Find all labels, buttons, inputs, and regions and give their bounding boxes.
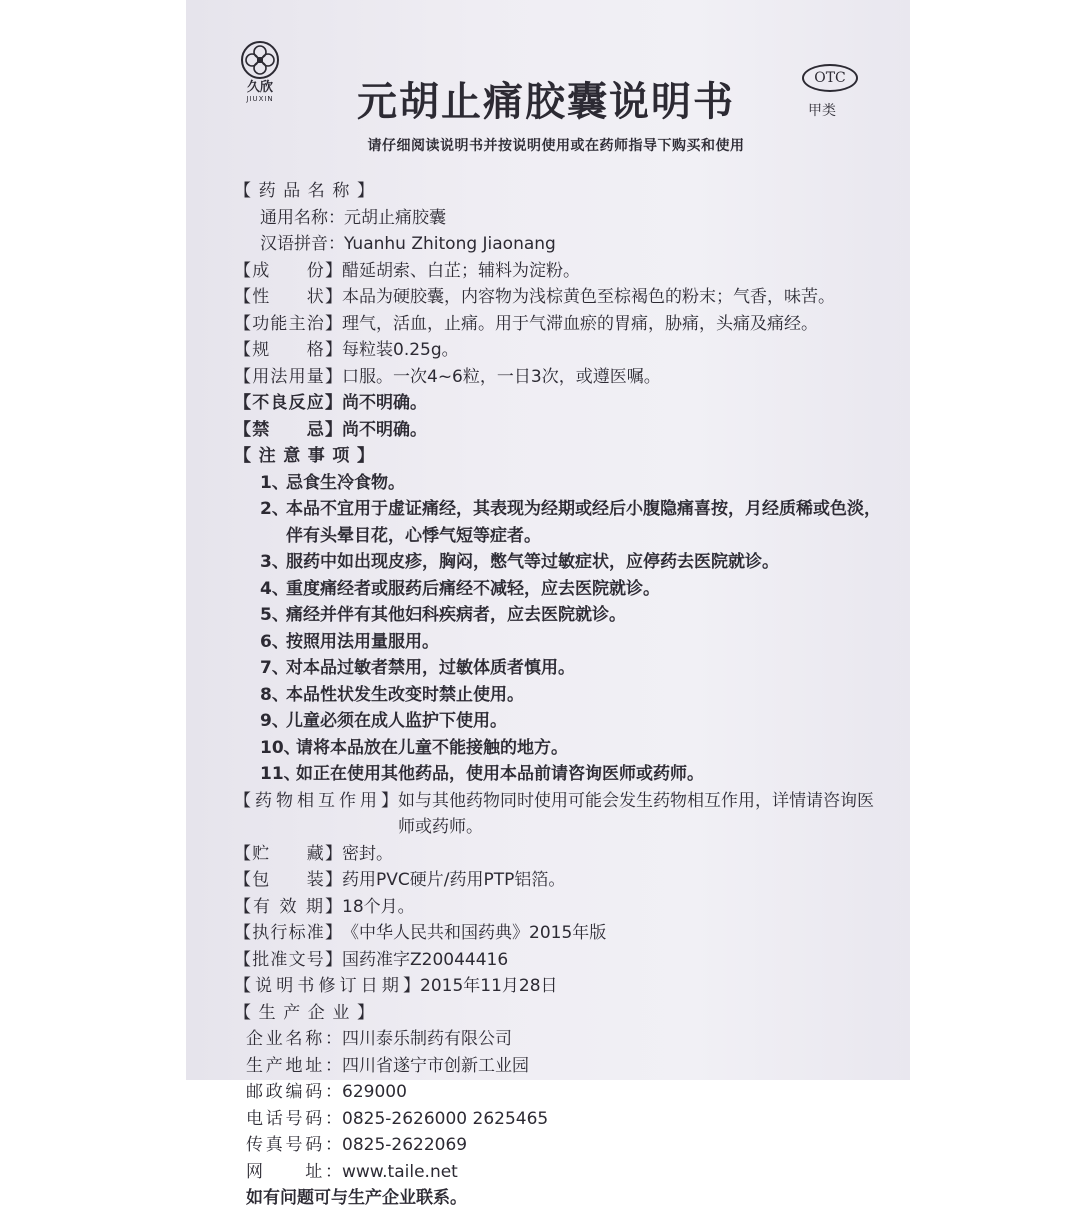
item-number: 9、: [260, 711, 289, 731]
section-approval: [234, 947, 884, 974]
item-text: 如正在使用其他药品，使用本品前请咨询医师或药师。: [296, 764, 704, 784]
manufacturer-fax: 0825-2622069: [342, 1135, 468, 1155]
common-name-row: [234, 205, 884, 232]
item-text: 痛经并伴有其他妇科疾病者，应去医院就诊。: [286, 605, 626, 625]
manufacturer-postcode-row: [234, 1079, 884, 1106]
validity-value: 18个月。: [342, 896, 415, 917]
section-label: 【成 份】: [234, 260, 342, 281]
brand-name-en: JIUXIN: [246, 95, 274, 103]
section-validity: [234, 894, 884, 921]
item-text: 按照用法用量服用。: [286, 631, 439, 652]
section-label: 【药物相互作用】: [234, 790, 398, 811]
section-label: 【禁 忌】: [234, 419, 342, 440]
item-number: 6、: [260, 631, 289, 652]
section-label: 【用法用量】: [234, 366, 342, 387]
item-text: 重度痛经者或服药后痛经不减轻，应去医院就诊。: [286, 578, 660, 599]
manufacturer-name-row: [234, 1026, 884, 1053]
section-revision-date: [234, 973, 884, 1000]
section-indications: [234, 311, 884, 338]
section-specification: [234, 337, 884, 364]
section-contraindications: [234, 417, 884, 444]
manufacturer-address-row: [234, 1053, 884, 1080]
section-label: 【性 状】: [234, 287, 342, 307]
flower-logo-icon: [240, 40, 280, 80]
field-label: 传真号码：: [246, 1135, 342, 1155]
section-storage: [234, 841, 884, 868]
item-text: 儿童必须在成人监护下使用。: [286, 711, 507, 731]
storage-value: 密封。: [342, 843, 393, 864]
section-label: 【批准文号】: [234, 949, 342, 970]
precaution-item: [234, 708, 884, 735]
field-label: 企业名称：: [246, 1029, 342, 1049]
item-text: 服药中如出现皮疹，胸闷，憋气等过敏症状，应停药去医院就诊。: [286, 552, 779, 572]
brand-logo: [232, 40, 288, 104]
indications-value: 理气，活血，止痛。用于气滞血瘀的胃痛，胁痛，头痛及痛经。: [342, 313, 818, 334]
standard-value: 《中华人民共和国药典》2015年版: [342, 923, 607, 943]
dosage-value: 口服。一次4~6粒，一日3次，或遵医嘱。: [342, 366, 661, 387]
item-number: 3、: [260, 552, 289, 572]
field-label: 电话号码：: [246, 1108, 342, 1129]
section-manufacturer: [234, 1000, 884, 1027]
specification-value: 每粒装0.25g。: [342, 340, 459, 360]
item-number: 10、: [260, 737, 301, 758]
section-description: [234, 284, 884, 311]
section-drug-name: [234, 178, 884, 205]
section-label: 【注意事项】: [234, 446, 374, 466]
section-label: 【有 效 期】: [234, 896, 342, 917]
field-label: 汉语拼音：: [260, 234, 345, 254]
description-value: 本品为硬胶囊，内容物为浅棕黄色至棕褐色的粉末；气香，味苦。: [342, 287, 835, 307]
precaution-item: [234, 735, 884, 762]
precaution-item: [234, 682, 884, 709]
item-text: 本品不宜用于虚证痛经，其表现为经期或经后小腹隐痛喜按，月经质稀或色淡，伴有头晕目花，心悸气短等症者。: [286, 499, 881, 546]
revision-value: 2015年11月28日: [420, 976, 558, 996]
field-label: 通用名称：: [260, 207, 345, 228]
leaflet-sheet: [186, 0, 910, 1208]
precaution-item: [234, 655, 884, 682]
adverse-value: 尚不明确。: [342, 393, 427, 413]
section-label: 【不良反应】: [234, 393, 342, 413]
contact-note: 如有问题可与生产企业联系。: [246, 1188, 467, 1208]
manufacturer-phone: 0825-2626000 2625465: [342, 1108, 549, 1129]
field-label: 生产地址：: [246, 1055, 342, 1076]
approval-value: 国药准字Z20044416: [342, 949, 509, 970]
package-value: 药用PVC硬片/药用PTP铝箔。: [342, 870, 566, 890]
reading-notice: 请仔细阅读说明书并按说明使用或在药师指导下购买和使用: [367, 138, 745, 154]
section-label: 【贮 藏】: [234, 843, 342, 864]
ingredients-value: 醋延胡索、白芷；辅料为淀粉。: [342, 260, 580, 281]
section-label: 【执行标准】: [234, 923, 342, 943]
pinyin-value: Yuanhu Zhitong Jiaonang: [344, 234, 556, 254]
item-number: 1、: [260, 472, 289, 493]
otc-badge: OTC: [802, 64, 858, 92]
manufacturer-website-row: [234, 1159, 884, 1186]
section-label: 【说明书修订日期】: [234, 976, 420, 996]
leaflet-content: [234, 178, 884, 1212]
item-number: 2、: [260, 499, 289, 519]
manufacturer-fax-row: [234, 1132, 884, 1159]
item-number: 8、: [260, 684, 289, 705]
manufacturer-postcode: 629000: [342, 1082, 407, 1102]
section-label: 【生产企业】: [234, 1002, 374, 1023]
common-name-value: 元胡止痛胶囊: [344, 207, 446, 228]
precaution-item: [234, 549, 884, 576]
item-number: 5、: [260, 605, 289, 625]
manufacturer-website: www.taile.net: [342, 1161, 458, 1182]
item-text: 请将本品放在儿童不能接触的地方。: [296, 737, 568, 758]
precaution-item: [234, 576, 884, 603]
precaution-item: [234, 629, 884, 656]
section-dosage: [234, 364, 884, 391]
section-label: 【规 格】: [234, 340, 342, 360]
pinyin-row: [234, 231, 884, 258]
section-label: 【药品名称】: [234, 181, 374, 201]
section-label: 【包 装】: [234, 870, 342, 890]
section-ingredients: [234, 258, 884, 285]
item-number: 4、: [260, 578, 289, 599]
section-interactions: [234, 788, 884, 841]
section-precautions: [234, 443, 884, 470]
interactions-value: 如与其他药物同时使用可能会发生药物相互作用，详情请咨询医师或药师。: [398, 790, 874, 837]
precaution-item: [234, 761, 884, 788]
precaution-item: [234, 602, 884, 629]
item-number: 11、: [260, 764, 301, 784]
manufacturer-phone-row: [234, 1106, 884, 1133]
otc-class: 甲类: [808, 103, 836, 119]
manufacturer-name: 四川泰乐制药有限公司: [342, 1029, 512, 1049]
item-number: 7、: [260, 658, 289, 678]
field-label: 邮政编码：: [246, 1082, 342, 1102]
item-text: 本品性状发生改变时禁止使用。: [286, 684, 524, 705]
item-text: 忌食生冷食物。: [286, 472, 405, 493]
section-adverse-reactions: [234, 390, 884, 417]
document-title: 元胡止痛胶囊说明书: [357, 78, 735, 125]
contraindications-value: 尚不明确。: [342, 419, 427, 440]
precaution-item: [234, 496, 884, 549]
section-standard: [234, 920, 884, 947]
section-label: 【功能主治】: [234, 313, 342, 334]
manufacturer-address: 四川省遂宁市创新工业园: [342, 1055, 529, 1076]
section-package: [234, 867, 884, 894]
field-label: 网 址：: [246, 1161, 342, 1182]
precaution-item: [234, 470, 884, 497]
item-text: 对本品过敏者禁用，过敏体质者慎用。: [286, 658, 575, 678]
brand-name-cn: 久欣: [246, 80, 273, 95]
